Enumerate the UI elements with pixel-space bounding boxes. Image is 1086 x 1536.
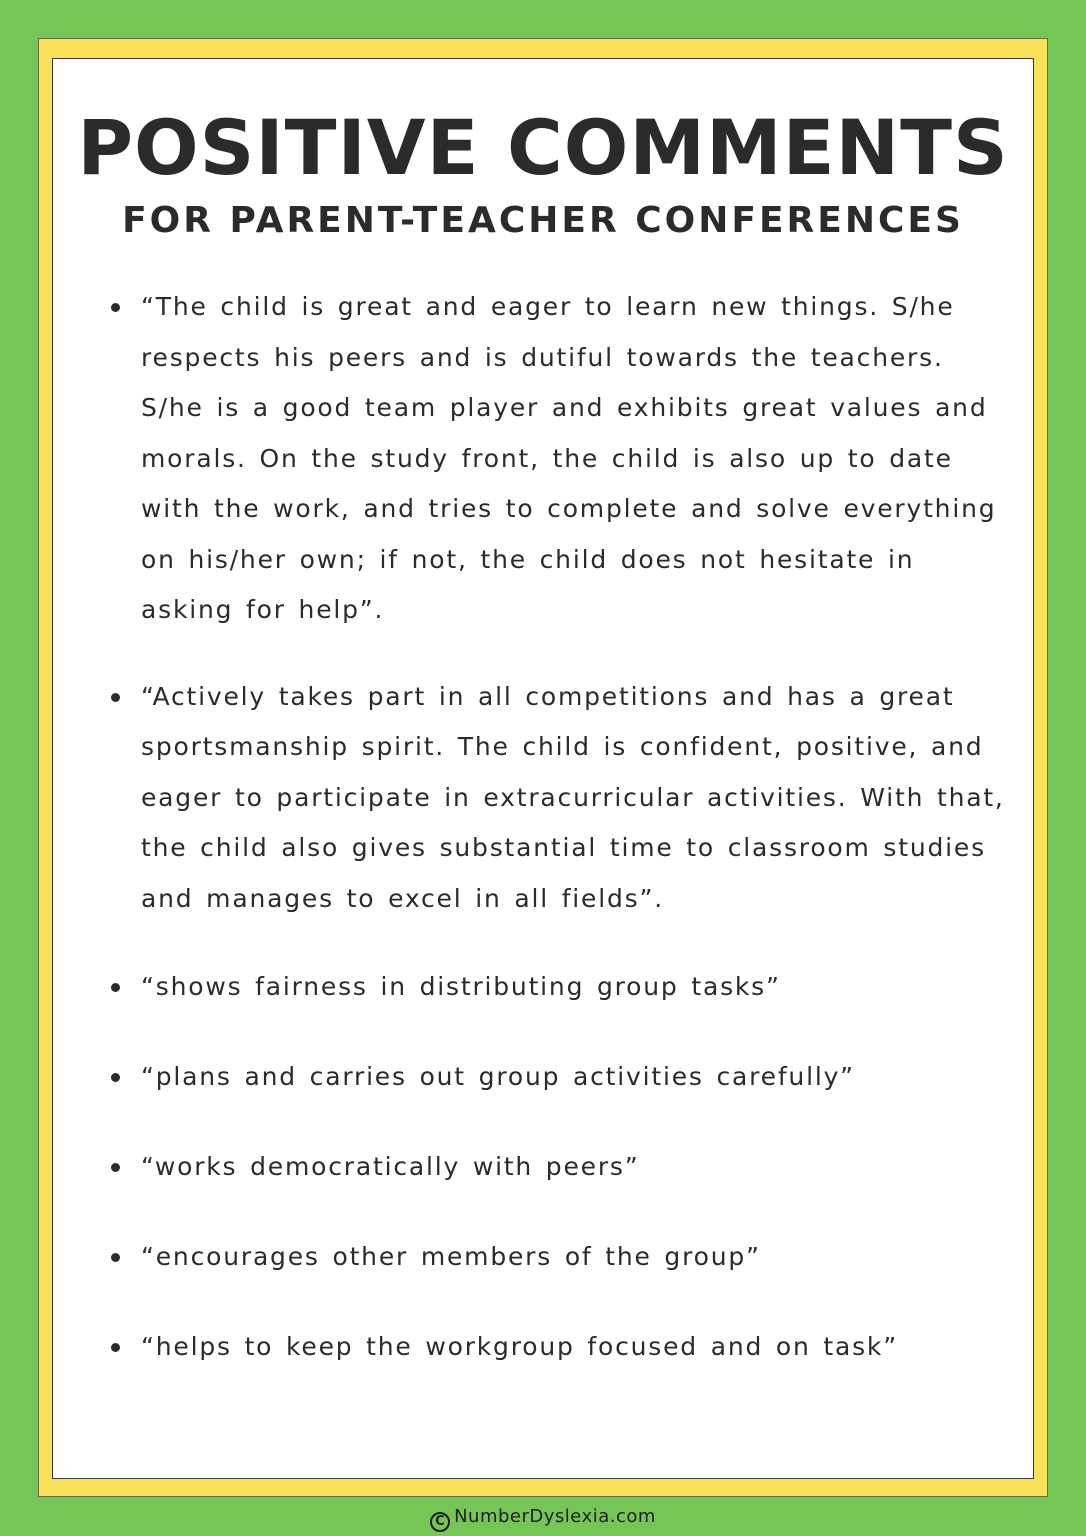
bullet-icon <box>111 1343 120 1352</box>
bullet-icon <box>111 983 120 992</box>
copyright-icon: C <box>430 1512 450 1532</box>
list-item <box>108 282 1008 636</box>
list-item <box>108 962 1008 1013</box>
comment-text: “helps to keep the workgroup focused and on task” <box>141 1332 898 1361</box>
comment-text: “encourages other members of the group” <box>141 1242 761 1271</box>
comments-list <box>108 282 1008 1373</box>
bullet-icon <box>111 1073 120 1082</box>
list-item <box>108 1052 1008 1103</box>
page-title: POSITIVE COMMENTS <box>77 103 1009 192</box>
site-name[interactable]: NumberDyslexia.com <box>454 1506 656 1527</box>
bullet-icon <box>111 1163 120 1172</box>
list-item <box>108 1142 1008 1193</box>
comment-text: “plans and carries out group activities carefully” <box>141 1062 855 1091</box>
bullet-icon <box>111 1253 120 1262</box>
comment-text: “The child is great and eager to learn new things. S/he respects his peers and is dutiful towards the teachers. S/he is a good team player and exhibits great values and morals. On the study front, the child is also up to date with the work, and tries to complete and solve everything on his/her own; if not, the child does not hesitate in asking for help”. <box>141 292 997 624</box>
comment-text: “shows fairness in distributing group tasks” <box>141 972 781 1001</box>
list-item <box>108 672 1008 925</box>
bullet-icon <box>111 303 120 312</box>
footer-credit <box>0 1504 1086 1532</box>
bullet-icon <box>111 693 120 702</box>
page-subtitle: FOR PARENT-TEACHER CONFERENCES <box>122 200 964 241</box>
comment-text: “Actively takes part in all competitions and has a great sportsmanship spirit. The child is confident, positive, and eager to participate in extracurricular activities. With that, the child also gives substantial time to classroom studies and manages to excel in all fields”. <box>141 681 1005 913</box>
list-item <box>108 1322 1008 1373</box>
list-item <box>108 1232 1008 1283</box>
comment-text: “works democratically with peers” <box>141 1152 640 1181</box>
